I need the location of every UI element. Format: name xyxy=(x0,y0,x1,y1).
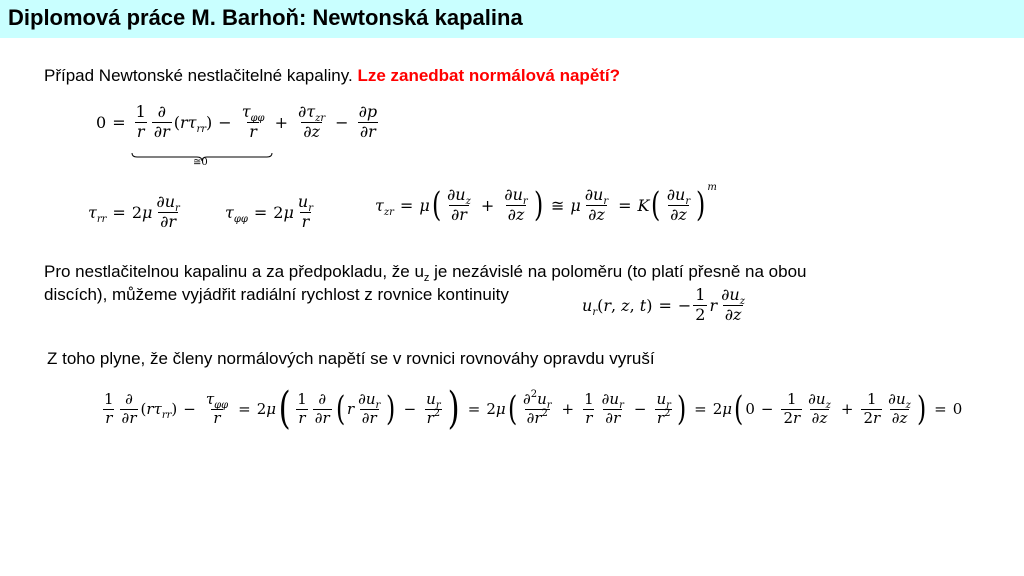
equation-tau-zr: $\tau_{zr}$ = μ ( $\frac{\partial u_z}{\partial r}$ + $\frac{\partial u_r}{\partial z}$ ) ≅ μ $\frac{\partial u_r}{\partial z}$ = K ( $\frac{\partial u_r}{\partial z}$ ) m xyxy=(375,181,717,226)
title-bar xyxy=(0,0,1024,38)
equation-tau-rr: $\tau_{rr}$ = 2μ $\frac{\partial u_r}{\partial r}$ xyxy=(88,192,180,231)
equation-cancellation: $\frac{1}{r}$ $\frac{\partial}{\partial r}$ $(r\tau_{rr})$ − $\frac{\tau_{\varphi\varphi}}{r}$ = 2μ ( $\frac{1}{r}$ $\frac{\partial}{\partial r}$ ( r $\frac{\partial u_r}{\partial r}$ ) − $\frac{u_r}{r^2}$ ) = 2μ ( $\frac{\partial^2u_r}{\partial r^2}$ + $\frac{1}{r}$ $\frac{\partial u_r}{\partial r}$ − $\frac{u_r}{r^2}$ ) = 2μ ( 0 − $\frac{1}{2r}$ $\frac{\partial u_z}{\partial z}$ + $\frac{1}{2r}$ $\frac{\partial u_z}{\partial z}$ ) = 0 xyxy=(104,383,963,434)
continuity-line-1 xyxy=(44,262,807,282)
continuity-text-1b: je nezávislé na poloměru (to platí přesně na obou xyxy=(429,262,807,281)
equation-tau-phiphi: $\tau_{\varphi\varphi}$ = 2μ $\frac{u_r}{r}$ xyxy=(225,192,313,231)
continuity-text-1a: Pro nestlačitelnou kapalinu a za předpokladu, že u xyxy=(44,262,424,281)
continuity-line-2: discích), můžeme vyjádřit radiální rychlost z rovnice kontinuity xyxy=(44,285,509,304)
underbrace-label: ≅0 xyxy=(193,157,208,168)
equation-continuity: $u_r(r$, z, t) = − $\frac{1}{2}$ r $\frac{\partial u_z}{\partial z}$ xyxy=(582,285,745,324)
intro-question: Lze zanedbat normálová napětí? xyxy=(357,66,621,85)
continuity-sub: z xyxy=(423,272,430,284)
slide-title: Diplomová práce M. Barhoň: Newtonská kapalina xyxy=(8,5,523,30)
intro-text: Případ Newtonské nestlačitelné kapaliny. xyxy=(44,66,353,85)
intro-line xyxy=(44,66,620,86)
conclusion-text: Z toho plyne, že členy normálových napětí se v rovnici rovnováhy opravdu vyruší xyxy=(47,349,655,368)
equation-radial-balance: 0 = $\frac{1}{r}$ $\frac{\partial}{\partial r}$ $(r\tau_{rr})$ − $\frac{\tau_{\varphi\varphi}}{r}$ + $\frac{\partial\tau_{zr}}{\partial z}$ − $\frac{\partial p}{\partial r}$ xyxy=(96,102,378,141)
